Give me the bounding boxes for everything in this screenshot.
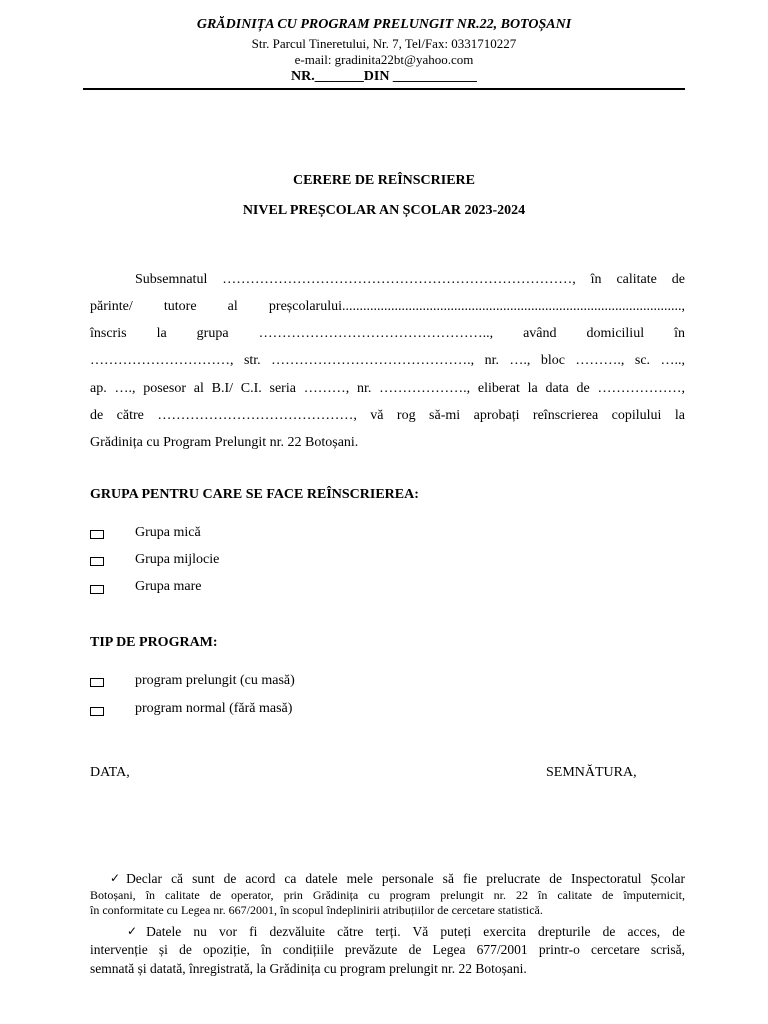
checkbox-grupa-mijlocie[interactable] — [90, 557, 104, 566]
registration-number: NR._______DIN ____________ — [291, 69, 477, 84]
body-line-text: Subsemnatul …………………………………………………………………, în calitate de — [135, 272, 685, 287]
body-line: înscris la grupa ………………………………………….., având domiciliul în — [90, 326, 685, 341]
consent-line-content — [127, 923, 685, 940]
consent-line-content — [110, 870, 685, 887]
document-title: CERERE DE REÎNSCRIERE — [292, 173, 476, 188]
consent-line-text: Datele nu vor fi dezvăluite către terți. Vă puteți exercita drepturile de acces, de — [146, 924, 685, 939]
checkbox-program-normal[interactable] — [90, 707, 104, 716]
checkbox-grupa-mare[interactable] — [90, 585, 104, 594]
body-line: de către ……………………………………, vă rog să-mi aprobați reînscrierea copilului la — [90, 408, 685, 423]
option-label: Grupa mică — [135, 525, 201, 540]
consent-line: în conformitate cu Legea nr. 667/2001, în scopul îndeplinirii atribuțiilor de cercetare statistică. — [90, 903, 543, 917]
body-line: Grădinița cu Program Prelungit nr. 22 Botoșani. — [90, 435, 359, 450]
checkmark-icon: ✓ — [110, 871, 121, 885]
option-label: program prelungit (cu masă) — [135, 673, 295, 688]
document-subtitle: NIVEL PREȘCOLAR AN ȘCOLAR 2023-2024 — [242, 203, 526, 218]
checkbox-grupa-mica[interactable] — [90, 530, 104, 539]
option-label: program normal (fără masă) — [135, 701, 293, 716]
body-line: părinte/ tutore al preșcolarului................................................................................................., — [90, 299, 685, 314]
consent-line: intervenție și de opoziție, în condițiile prevăzute de Legea 677/2001 printr-o cercetare scrisă, — [90, 942, 685, 957]
date-label: DATA, — [90, 765, 130, 780]
institution-name: GRĂDINIȚA CU PROGRAM PRELUNGIT NR.22, BOTOȘANI — [196, 17, 572, 32]
institution-address: Str. Parcul Tineretului, Nr. 7, Tel/Fax: 0331710227 — [251, 36, 517, 51]
option-label: Grupa mijlocie — [135, 552, 220, 567]
checkmark-icon: ✓ — [127, 924, 138, 938]
consent-line: semnată și datată, înregistrată, la Grădinița cu program prelungit nr. 22 Botoșani. — [90, 961, 527, 976]
body-line: ap. …., posesor al B.I/ C.I. seria ………, nr. ………………., eliberat la data de ………………, — [90, 381, 685, 396]
consent-line-text: Declar că sunt de acord ca datele mele personale să fie prelucrate de Inspectoratul Școlar — [126, 871, 685, 886]
consent-line: Botoșani, în calitate de operator, prin Grădinița cu program prelungit nr. 22 în calitate de împuternicit, — [90, 888, 685, 902]
body-line: …………………………, str. ……………………………………., nr. …., bloc ………., sc. ….., — [90, 353, 685, 368]
option-label: Grupa mare — [135, 579, 202, 594]
signature-label: SEMNĂTURA, — [546, 765, 637, 780]
header-divider — [83, 88, 685, 90]
program-heading: TIP DE PROGRAM: — [90, 635, 218, 650]
grupa-heading: GRUPA PENTRU CARE SE FACE REÎNSCRIEREA: — [90, 487, 419, 502]
checkbox-program-prelungit[interactable] — [90, 678, 104, 687]
institution-email: e-mail: gradinita22bt@yahoo.com — [294, 52, 474, 67]
